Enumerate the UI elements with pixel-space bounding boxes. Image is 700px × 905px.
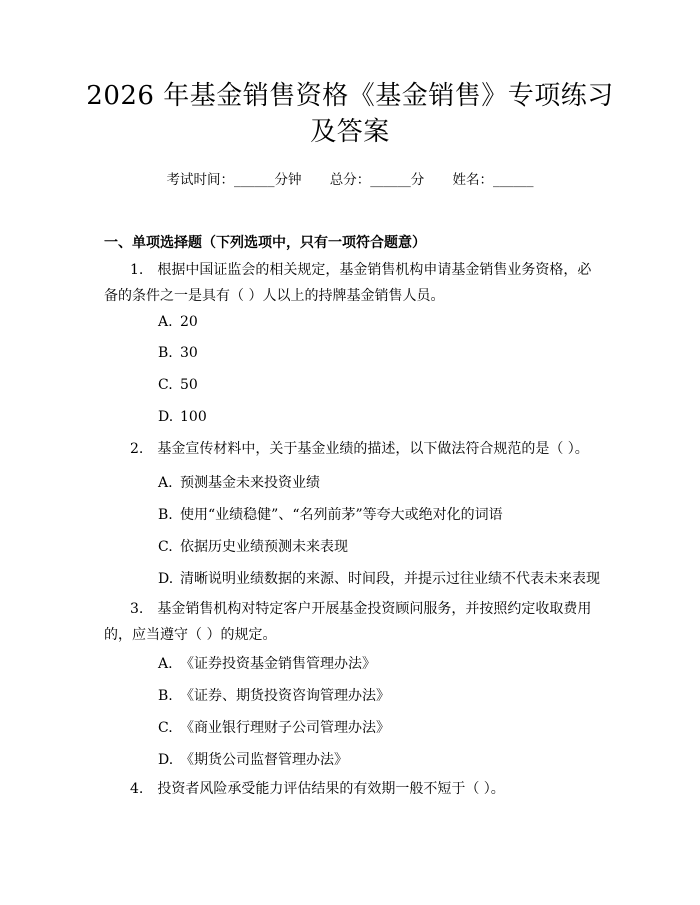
option-letter: B. <box>158 345 173 361</box>
question-text: 基金销售机构对特定客户开展基金投资顾问服务，并按照约定收取费用的，应当遵守（ ）的规定。 <box>104 601 592 643</box>
option-letter: D. <box>158 571 174 587</box>
option-letter: C. <box>158 720 173 736</box>
option-2a <box>158 472 320 492</box>
option-letter: D. <box>158 752 174 768</box>
option-text: 《商业银行理财子公司管理办法》 <box>180 720 390 736</box>
question-text: 投资者风险承受能力评估结果的有效期一般不短于（ ）。 <box>157 781 505 797</box>
option-letter: C. <box>158 539 173 555</box>
option-3d <box>158 749 348 769</box>
section-heading: 一、单项选择题（下列选项中，只有一项符合题意） <box>104 235 426 251</box>
question-text: 基金宣传材料中，关于基金业绩的描述，以下做法符合规范的是（ ）。 <box>157 441 589 457</box>
option-3b <box>158 685 390 705</box>
option-text: 使用“业绩稳健”、“名列前茅”等夸大或绝对化的词语 <box>180 507 503 523</box>
question-2 <box>104 436 600 462</box>
option-text: 预测基金未来投资业绩 <box>180 475 320 491</box>
option-3a <box>158 653 376 673</box>
question-text: 根据中国证监会的相关规定，基金销售机构申请基金销售业务资格，必备的条件之一是具有（ ）人以上的持牌基金销售人员。 <box>104 262 592 304</box>
option-letter: D. <box>158 409 174 425</box>
option-text: 依据历史业绩预测未来表现 <box>180 539 348 555</box>
option-text: 30 <box>180 345 198 361</box>
question-3 <box>104 596 600 648</box>
title-line-2: 及答案 <box>310 117 390 147</box>
option-text: 20 <box>180 314 198 330</box>
question-number: 1. <box>130 262 144 278</box>
question-4 <box>104 776 600 802</box>
option-1d <box>158 409 207 425</box>
option-letter: B. <box>158 507 173 523</box>
option-text: 《证券投资基金销售管理办法》 <box>180 656 376 672</box>
option-letter: A. <box>158 656 173 672</box>
option-3c <box>158 717 390 737</box>
exam-meta <box>0 168 700 188</box>
option-letter: C. <box>158 377 173 393</box>
question-number: 3. <box>130 601 144 617</box>
exam-time: 考试时间：______分钟 <box>166 172 302 188</box>
option-letter: A. <box>158 475 173 491</box>
question-number: 2. <box>130 441 144 457</box>
option-text: 100 <box>180 409 207 425</box>
question-number: 4. <box>130 781 144 797</box>
document-title <box>0 78 700 150</box>
exam-name: 姓名：______ <box>452 172 534 188</box>
option-letter: B. <box>158 688 173 704</box>
option-letter: A. <box>158 314 173 330</box>
exam-score: 总分：______分 <box>329 172 425 188</box>
option-text: 《证券、期货投资咨询管理办法》 <box>180 688 390 704</box>
option-1c <box>158 377 198 393</box>
option-2d <box>158 568 600 588</box>
option-text: 《期货公司监督管理办法》 <box>180 752 348 768</box>
title-line-1: 2026 年基金销售资格《基金销售》专项练习 <box>86 81 614 111</box>
option-1b <box>158 345 198 361</box>
option-text: 清晰说明业绩数据的来源、时间段，并提示过往业绩不代表未来表现 <box>180 571 600 587</box>
option-2c <box>158 536 348 556</box>
question-1 <box>104 257 600 309</box>
option-1a <box>158 314 198 330</box>
option-2b <box>158 504 503 524</box>
option-text: 50 <box>180 377 198 393</box>
